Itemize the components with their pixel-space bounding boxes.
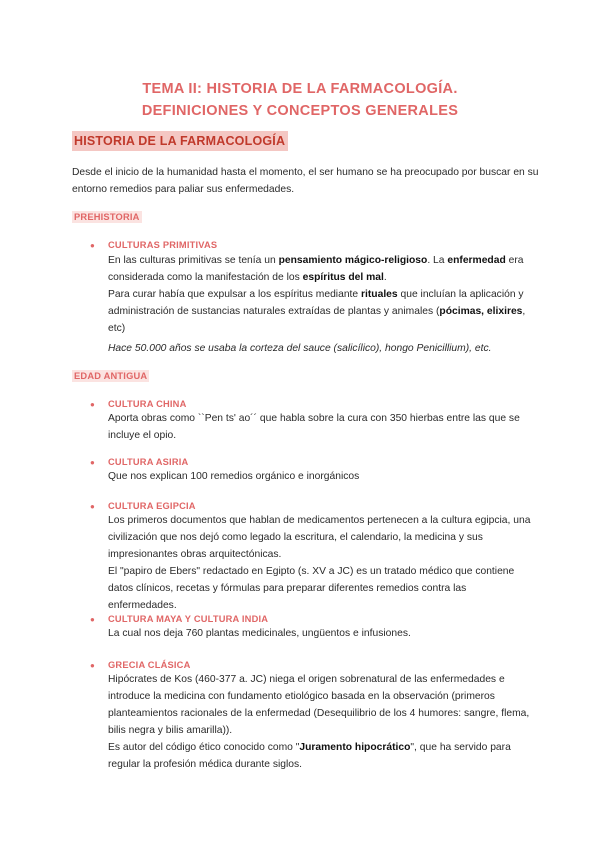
bold-run: Juramento hipocrático	[299, 742, 411, 753]
text-run: ", que ha servido para regular la profesión médica durante siglos.	[108, 742, 511, 770]
cultura-egipcia-text	[108, 512, 533, 614]
intro-paragraph: Desde el inicio de la humanidad hasta el momento, el ser humano se ha preocupado por buscar en su entorno remedios para paliar sus enfermedades.	[72, 167, 539, 195]
culturas-primitivas-text	[108, 252, 533, 337]
title-line-1: TEMA II: HISTORIA DE LA FARMACOLOGÍA.	[142, 81, 458, 97]
cultura-asiria-text: Que nos explican 100 remedios orgánico e inorgánicos	[108, 471, 360, 482]
text-run: Para curar había que expulsar a los espíritus mediante	[108, 289, 361, 300]
bold-run: rituales	[361, 289, 398, 300]
text-run: , etc)	[108, 306, 526, 334]
bullet-icon: ●	[90, 400, 95, 409]
text-run: En las culturas primitivas se tenía un	[108, 255, 279, 266]
cultura-china-text: Aporta obras como ``Pen ts' ao´´ que habla sobre la cura con 350 hierbas entre las que se incluye el opio.	[108, 413, 520, 441]
bold-run: enfermedad	[447, 255, 506, 266]
bold-run: pensamiento mágico-religioso	[278, 255, 428, 266]
bold-run: pócimas, elixires	[439, 306, 523, 317]
heading-prehistoria: PREHISTORIA	[74, 212, 140, 222]
prehistoria-note: Hace 50.000 años se usaba la corteza del sauce (salicílico), hongo Penicillium), etc.	[108, 343, 492, 354]
text-run: .	[383, 272, 387, 283]
heading-edad-antigua: EDAD ANTIGUA	[74, 371, 148, 381]
bullet-icon: ●	[90, 615, 95, 624]
bullet-icon: ●	[90, 661, 95, 670]
grecia-clasica-text	[108, 671, 533, 773]
item-title-cultura-asiria: CULTURA ASIRIA	[108, 457, 189, 467]
text-run: que incluían la aplicación y administración de sustancias naturales extraídas de plantas y animales (	[108, 289, 524, 317]
bullet-icon: ●	[90, 458, 95, 467]
item-title-cultura-china: CULTURA CHINA	[108, 399, 187, 409]
item-title-grecia-clasica: GRECIA CLÁSICA	[108, 660, 191, 670]
text-run: era considerada como la manifestación de los	[108, 255, 524, 283]
document-title	[0, 78, 600, 122]
text-run: El "papiro de Ebers" redactado en Egipto (s. XV a JC) es un tratado médico que contiene datos clínicos, recetas y fórmulas para preparar diferentes remedios contra las enfermedades.	[108, 566, 515, 611]
section-heading: HISTORIA DE LA FARMACOLOGÍA	[72, 131, 288, 151]
item-title-cultura-maya-india: CULTURA MAYA Y CULTURA INDIA	[108, 614, 269, 624]
title-line-2: DEFINICIONES Y CONCEPTOS GENERALES	[141, 103, 459, 119]
cultura-maya-india-text: La cual nos deja 760 plantas medicinales, ungüentos e infusiones.	[108, 628, 411, 639]
bullet-icon: ●	[90, 502, 95, 511]
text-run: Hipócrates de Kos (460-377 a. JC) niega el origen sobrenatural de las enfermedades e introduce la medicina con fundamento etiológico basada en la observación (primeros planteamientos racionales de la enfermedad (Desequilibrio de los 4 humores: sangre, flema, bilis negra y bilis amarilla)).	[108, 674, 530, 736]
text-run: Es autor del código ético conocido como "	[108, 742, 300, 753]
bold-run: espíritus del mal	[302, 272, 384, 283]
item-title-culturas-primitivas: CULTURAS PRIMITIVAS	[108, 240, 218, 250]
text-run: . La	[427, 255, 448, 266]
text-run: Los primeros documentos que hablan de medicamentos pertenecen a la cultura egipcia, una civilización que nos dejó como legado la escritura, el calendario, la medicina y sus impresionantes obras arquitectónicas.	[108, 515, 531, 560]
item-title-cultura-egipcia: CULTURA EGIPCIA	[108, 501, 196, 511]
bullet-icon: ●	[90, 241, 95, 250]
